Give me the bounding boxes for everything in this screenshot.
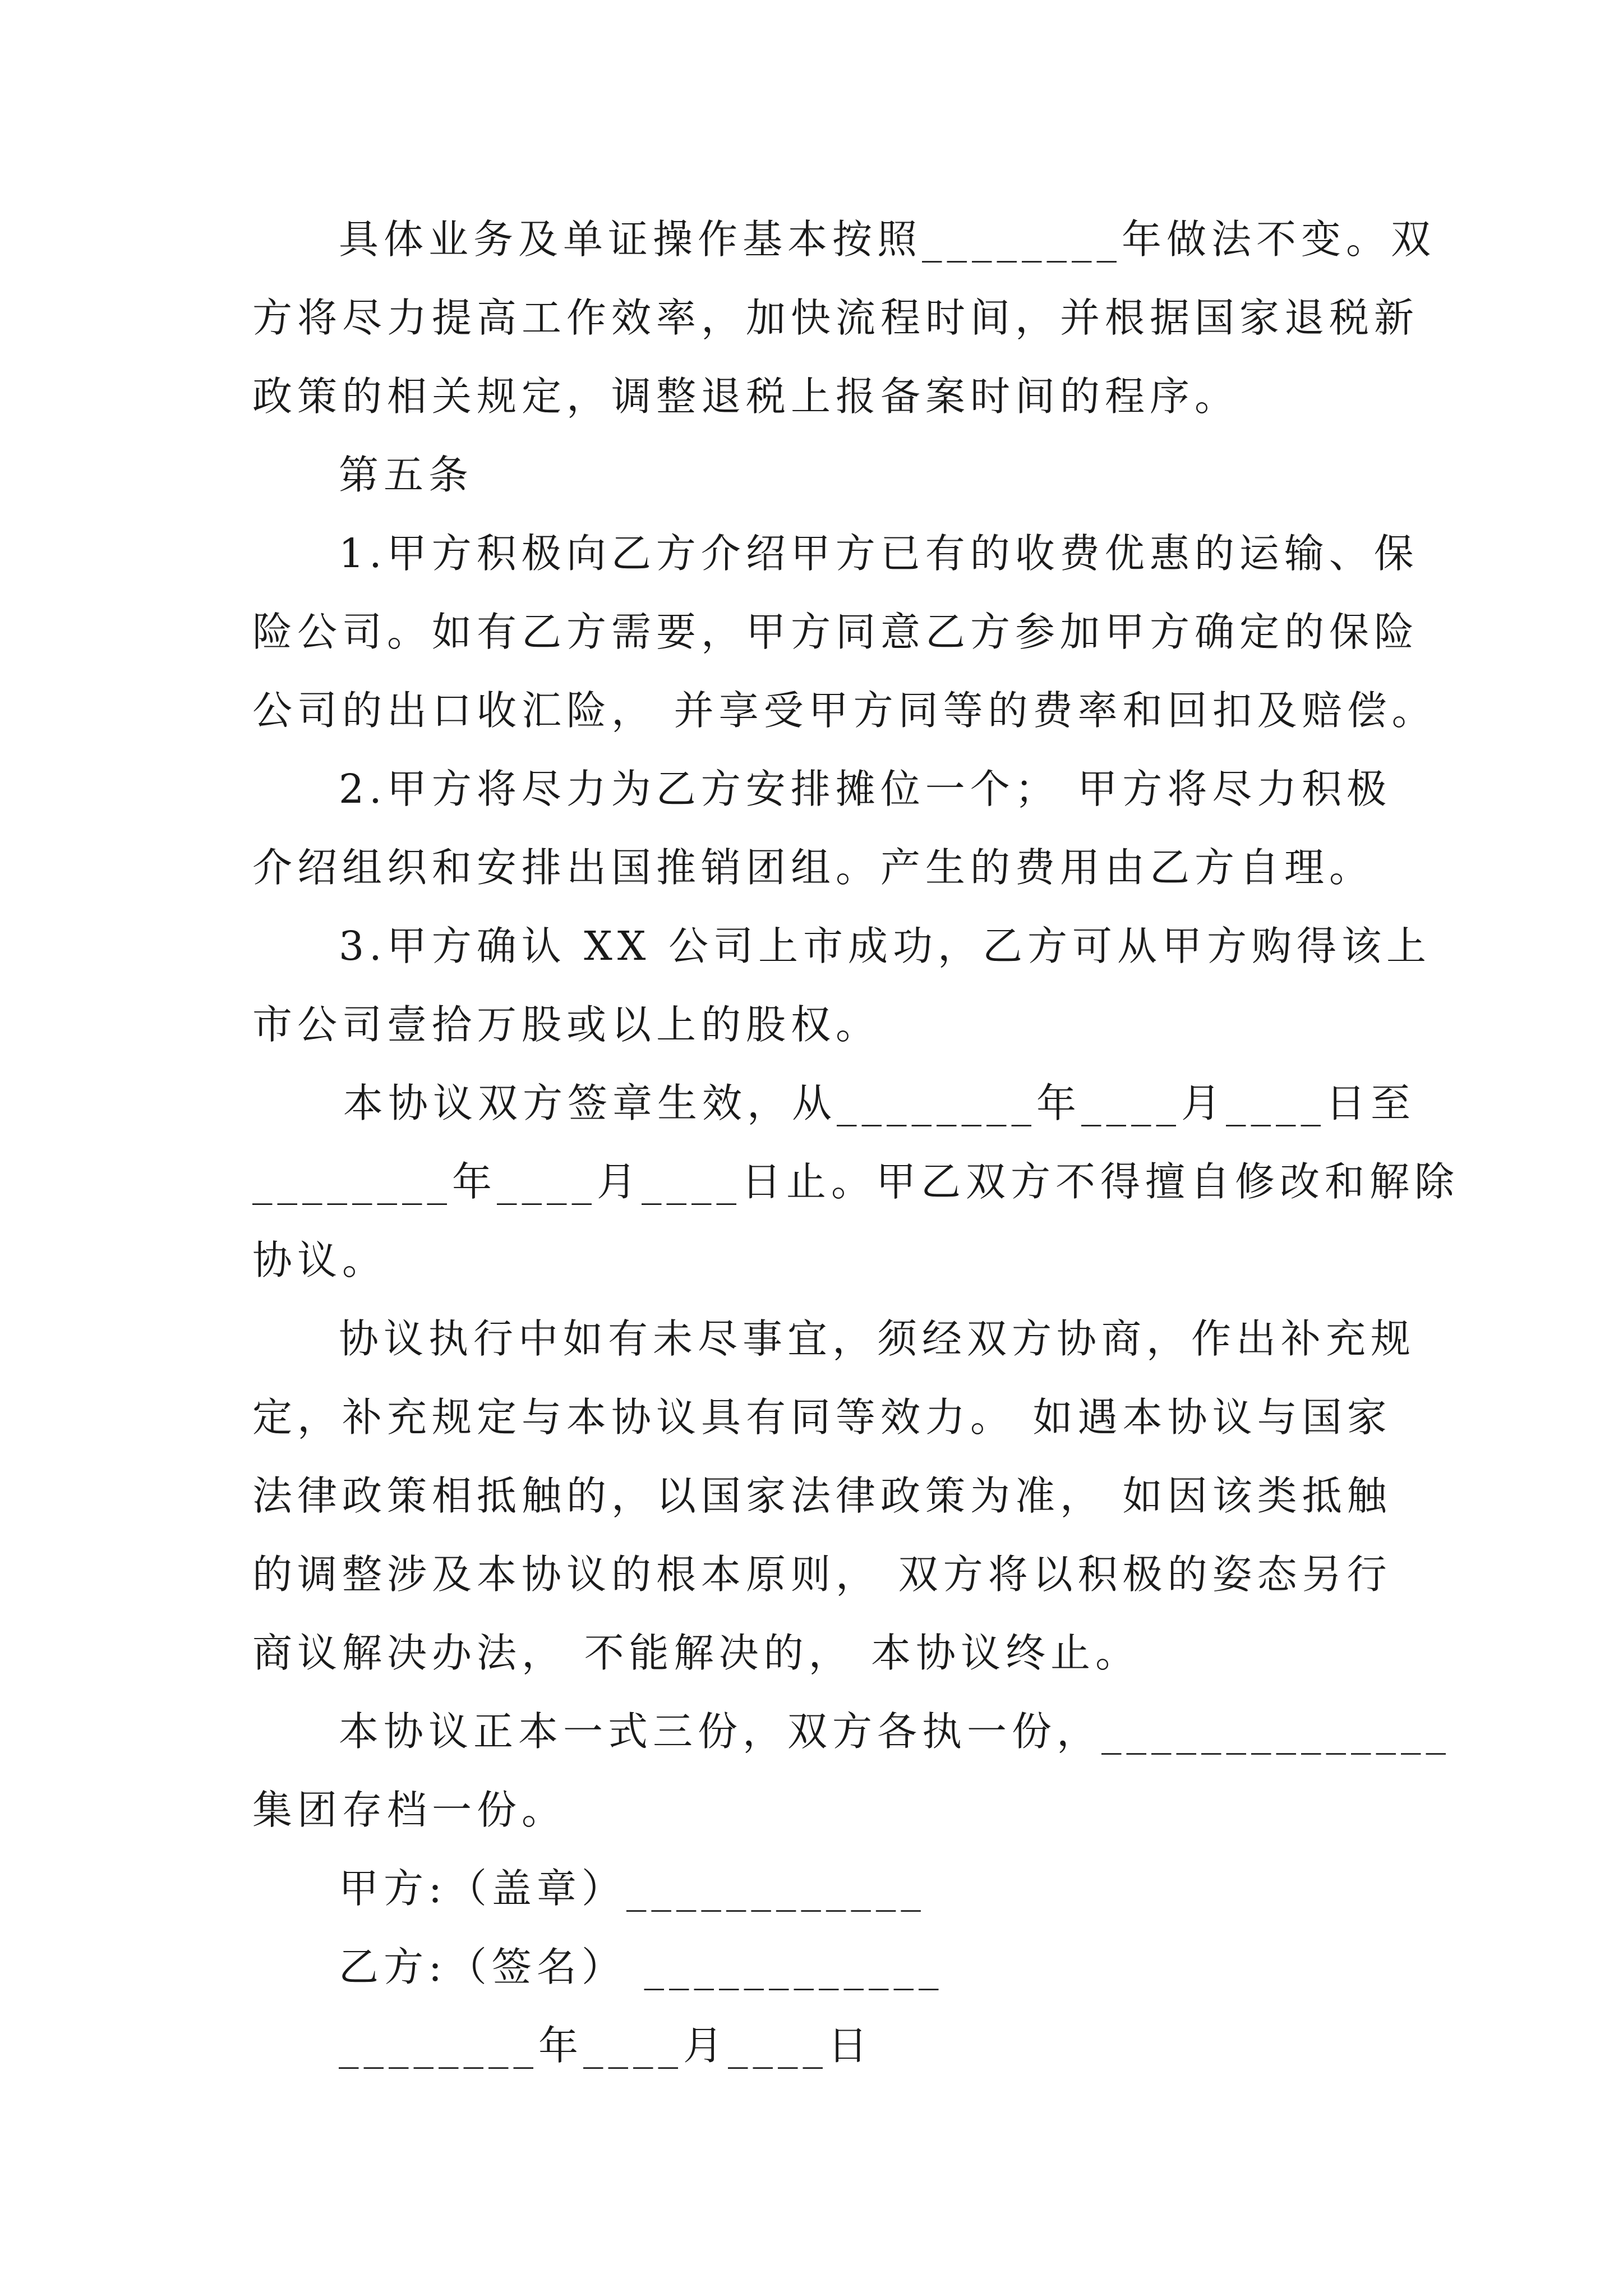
- signature-date: ________年____月____日: [339, 2022, 873, 2069]
- paragraph-line: 集团存档一份。: [252, 1787, 567, 1833]
- signature-party-a: 甲方:（盖章）____________: [339, 1865, 926, 1912]
- paragraph-line: 介绍组织和安排出国推销团组。产生的费用由乙方自理。: [252, 844, 1375, 891]
- paragraph-line: 3.甲方确认 XX 公司上市成功，乙方可从甲方购得该上: [339, 923, 1431, 969]
- section-heading: 第五条: [339, 452, 474, 498]
- paragraph-line: 公司的出口收汇险， 并享受甲方同等的费率和回扣及赔偿。: [252, 687, 1437, 734]
- paragraph-line: 的调整涉及本协议的根本原则， 双方将以积极的姿态另行: [252, 1551, 1392, 1598]
- paragraph-line: 协议执行中如有未尽事宜，须经双方协商，作出补充规: [339, 1315, 1416, 1362]
- paragraph-line: 具体业务及单证操作基本按照________年做法不变。双: [339, 216, 1436, 263]
- paragraph-line: 2.甲方将尽力为乙方安排摊位一个； 甲方将尽力积极: [339, 766, 1392, 812]
- paragraph-line: 市公司壹拾万股或以上的股权。: [252, 1001, 881, 1048]
- signature-party-b: 乙方:（签名） ____________: [339, 1944, 944, 1990]
- paragraph-line: ________年____月____日止。甲乙双方不得擅自修改和解除: [252, 1158, 1460, 1205]
- paragraph-line: 法律政策相抵触的，以国家法律政策为准， 如因该类抵触: [252, 1473, 1392, 1519]
- paragraph-line: 方将尽力提高工作效率，加快流程时间，并根据国家退税新: [252, 295, 1419, 341]
- paragraph-line: 险公司。如有乙方需要，甲方同意乙方参加甲方确定的保险: [252, 609, 1419, 655]
- paragraph-line: 定，补充规定与本协议具有同等效力。 如遇本协议与国家: [252, 1394, 1392, 1441]
- paragraph-line: 协议。: [252, 1237, 388, 1283]
- paragraph-line: 本协议双方签章生效，从________年____月____日至: [343, 1080, 1416, 1126]
- paragraph-line: 1.甲方积极向乙方介绍甲方已有的收费优惠的运输、保: [339, 530, 1419, 577]
- paragraph-line: 商议解决办法， 不能解决的， 本协议终止。: [252, 1630, 1141, 1676]
- paragraph-line: 政策的相关规定，调整退税上报备案时间的程序。: [252, 373, 1240, 420]
- paragraph-line: 本协议正本一式三份，双方各执一份，______________: [339, 1708, 1451, 1755]
